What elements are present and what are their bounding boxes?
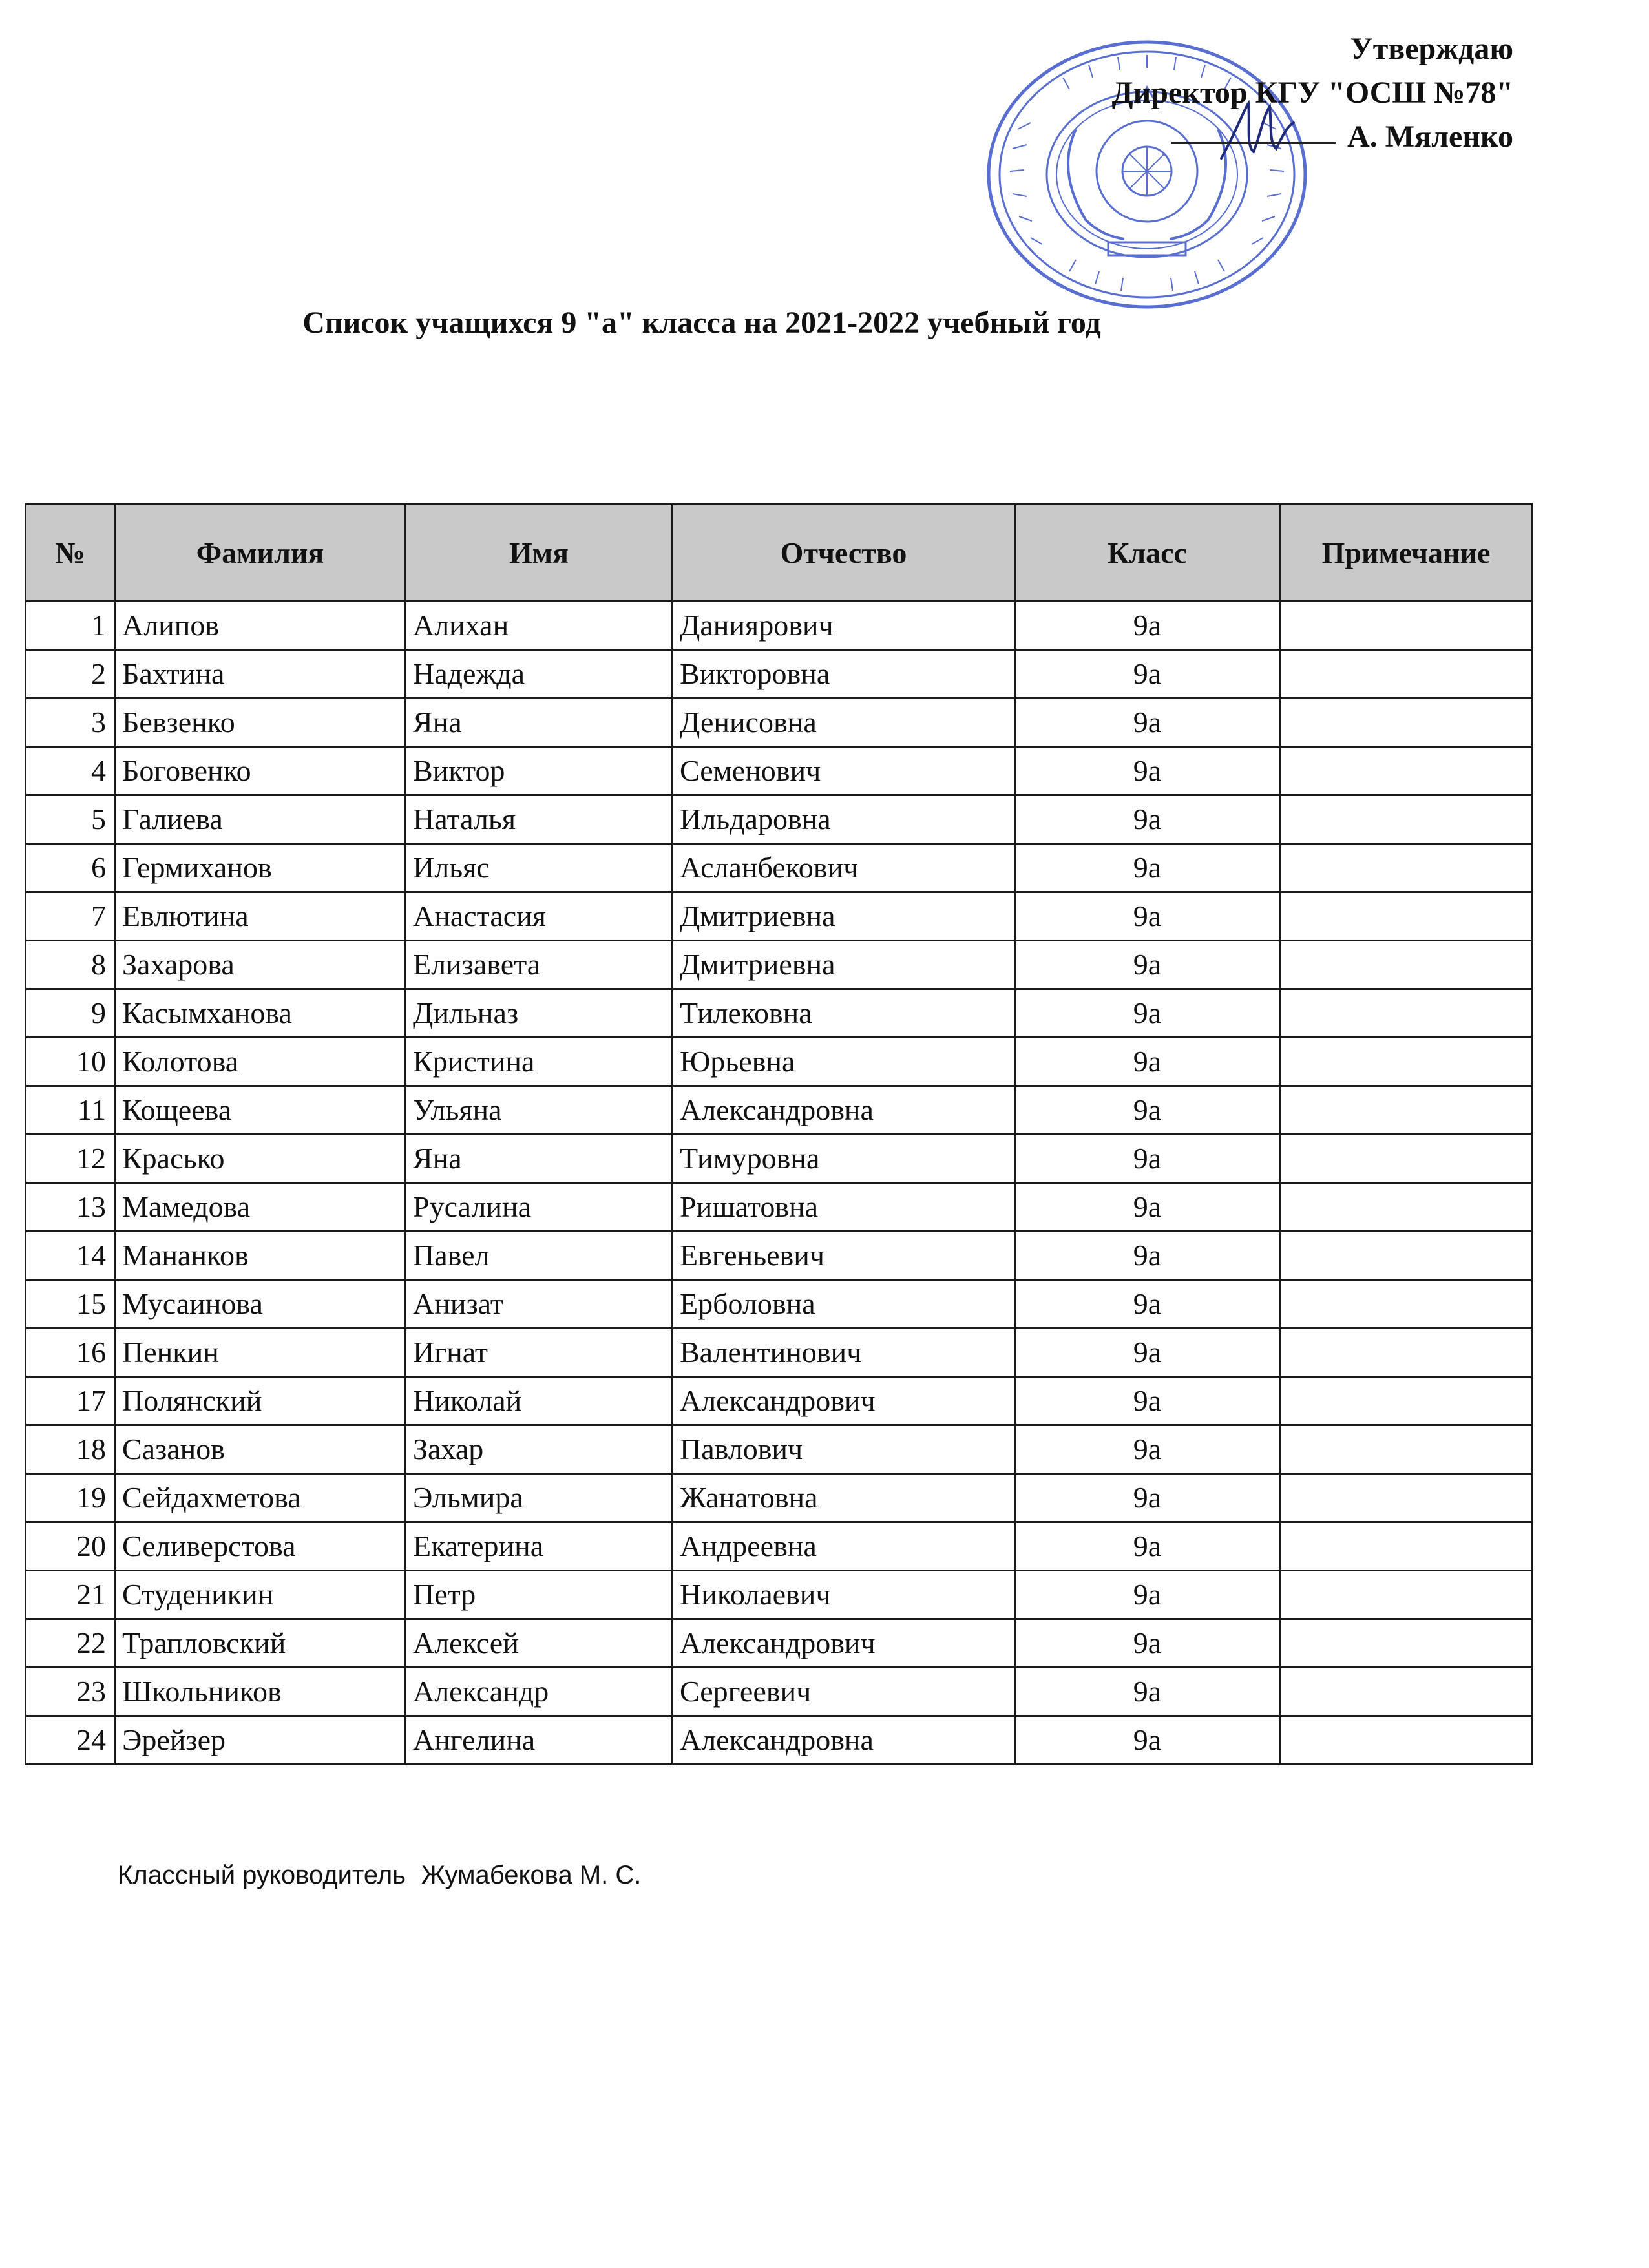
table-row [26, 650, 1533, 698]
cell-middle-name: Александрович [673, 1619, 1015, 1668]
cell-number: 10 [26, 1038, 115, 1086]
cell-class: 9а [1015, 1038, 1280, 1086]
cell-middle-name: Семенович [673, 747, 1015, 795]
table-row [26, 1232, 1533, 1280]
cell-class: 9а [1015, 1619, 1280, 1668]
cell-note [1280, 844, 1533, 892]
cell-last-name: Селиверстова [115, 1522, 406, 1571]
cell-number: 5 [26, 795, 115, 844]
cell-middle-name: Александрович [673, 1377, 1015, 1425]
cell-number: 7 [26, 892, 115, 941]
cell-note [1280, 1328, 1533, 1377]
cell-last-name: Гермиханов [115, 844, 406, 892]
table-row [26, 1183, 1533, 1232]
cell-number: 14 [26, 1232, 115, 1280]
cell-middle-name: Даниярович [673, 602, 1015, 650]
class-teacher-name: Жумабекова М. С. [421, 1861, 642, 1889]
students-table [25, 503, 1533, 1765]
column-header-last-name: Фамилия [115, 504, 406, 602]
table-body [26, 602, 1533, 1765]
cell-first-name: Ульяна [406, 1086, 673, 1135]
cell-first-name: Анастасия [406, 892, 673, 941]
cell-note [1280, 602, 1533, 650]
cell-note [1280, 1377, 1533, 1425]
cell-note [1280, 1619, 1533, 1668]
class-teacher-label: Классный руководитель [118, 1861, 406, 1889]
cell-last-name: Красько [115, 1135, 406, 1183]
cell-class: 9а [1015, 844, 1280, 892]
table-row [26, 1280, 1533, 1328]
table-row [26, 989, 1533, 1038]
cell-first-name: Ангелина [406, 1716, 673, 1765]
cell-class: 9а [1015, 1522, 1280, 1571]
cell-class: 9а [1015, 698, 1280, 747]
cell-last-name: Галиева [115, 795, 406, 844]
cell-middle-name: Николаевич [673, 1571, 1015, 1619]
cell-first-name: Дильназ [406, 989, 673, 1038]
cell-first-name: Алексей [406, 1619, 673, 1668]
cell-class: 9а [1015, 1716, 1280, 1765]
signature-line [1171, 142, 1336, 144]
table-row [26, 1522, 1533, 1571]
cell-middle-name: Дмитриевна [673, 941, 1015, 989]
cell-number: 21 [26, 1571, 115, 1619]
table-row [26, 602, 1533, 650]
table-row [26, 1086, 1533, 1135]
cell-note [1280, 1232, 1533, 1280]
cell-number: 15 [26, 1280, 115, 1328]
cell-last-name: Кощеева [115, 1086, 406, 1135]
cell-last-name: Мананков [115, 1232, 406, 1280]
cell-first-name: Эльмира [406, 1474, 673, 1522]
cell-middle-name: Ришатовна [673, 1183, 1015, 1232]
cell-class: 9а [1015, 795, 1280, 844]
cell-class: 9а [1015, 1425, 1280, 1474]
cell-first-name: Петр [406, 1571, 673, 1619]
cell-first-name: Анизат [406, 1280, 673, 1328]
cell-first-name: Наталья [406, 795, 673, 844]
cell-number: 11 [26, 1086, 115, 1135]
approval-signer-line [867, 115, 1513, 159]
cell-number: 12 [26, 1135, 115, 1183]
cell-class: 9а [1015, 892, 1280, 941]
cell-last-name: Эрейзер [115, 1716, 406, 1765]
cell-last-name: Сейдахметова [115, 1474, 406, 1522]
cell-number: 24 [26, 1716, 115, 1765]
cell-middle-name: Асланбекович [673, 844, 1015, 892]
table-row [26, 1135, 1533, 1183]
cell-last-name: Сазанов [115, 1425, 406, 1474]
cell-middle-name: Евгеньевич [673, 1232, 1015, 1280]
cell-note [1280, 1280, 1533, 1328]
cell-first-name: Захар [406, 1425, 673, 1474]
cell-first-name: Яна [406, 1135, 673, 1183]
cell-last-name: Мамедова [115, 1183, 406, 1232]
table-header-row [26, 504, 1533, 602]
cell-note [1280, 698, 1533, 747]
column-header-first-name: Имя [406, 504, 673, 602]
cell-last-name: Колотова [115, 1038, 406, 1086]
cell-number: 6 [26, 844, 115, 892]
cell-note [1280, 989, 1533, 1038]
cell-last-name: Студеникин [115, 1571, 406, 1619]
cell-note [1280, 747, 1533, 795]
cell-middle-name: Тимуровна [673, 1135, 1015, 1183]
table-row [26, 1038, 1533, 1086]
cell-first-name: Елизавета [406, 941, 673, 989]
table-row [26, 1716, 1533, 1765]
cell-number: 13 [26, 1183, 115, 1232]
table-row [26, 1668, 1533, 1716]
cell-note [1280, 1086, 1533, 1135]
approval-heading: Утверждаю [1350, 32, 1513, 66]
column-header-class: Класс [1015, 504, 1280, 602]
cell-last-name: Мусаинова [115, 1280, 406, 1328]
cell-note [1280, 941, 1533, 989]
table-row [26, 1571, 1533, 1619]
cell-note [1280, 1716, 1533, 1765]
cell-note [1280, 1038, 1533, 1086]
cell-first-name: Надежда [406, 650, 673, 698]
cell-middle-name: Александровна [673, 1086, 1015, 1135]
column-header-number: № [26, 504, 115, 602]
cell-middle-name: Жанатовна [673, 1474, 1015, 1522]
cell-first-name: Кристина [406, 1038, 673, 1086]
cell-middle-name: Валентинович [673, 1328, 1015, 1377]
cell-note [1280, 795, 1533, 844]
cell-first-name: Игнат [406, 1328, 673, 1377]
table-row [26, 1425, 1533, 1474]
cell-note [1280, 1425, 1533, 1474]
cell-last-name: Евлютина [115, 892, 406, 941]
table-row [26, 698, 1533, 747]
cell-number: 2 [26, 650, 115, 698]
table-row [26, 1474, 1533, 1522]
column-header-middle-name: Отчество [673, 504, 1015, 602]
cell-first-name: Екатерина [406, 1522, 673, 1571]
cell-class: 9а [1015, 1474, 1280, 1522]
table-row [26, 747, 1533, 795]
cell-number: 23 [26, 1668, 115, 1716]
cell-class: 9а [1015, 650, 1280, 698]
cell-number: 3 [26, 698, 115, 747]
cell-number: 22 [26, 1619, 115, 1668]
cell-first-name: Николай [406, 1377, 673, 1425]
cell-class: 9а [1015, 989, 1280, 1038]
table-row [26, 1377, 1533, 1425]
cell-note [1280, 650, 1533, 698]
cell-note [1280, 1135, 1533, 1183]
cell-middle-name: Денисовна [673, 698, 1015, 747]
document-title: Список учащихся 9 "а" класса на 2021-2022 учебный год [302, 306, 1101, 340]
approval-signer-name: А. Мяленко [1347, 120, 1513, 154]
cell-middle-name: Александровна [673, 1716, 1015, 1765]
table-row [26, 1328, 1533, 1377]
cell-last-name: Касымханова [115, 989, 406, 1038]
cell-class: 9а [1015, 1280, 1280, 1328]
cell-first-name: Александр [406, 1668, 673, 1716]
cell-class: 9а [1015, 1571, 1280, 1619]
approval-block [867, 27, 1513, 159]
cell-first-name: Виктор [406, 747, 673, 795]
approval-position: Директор КГУ "ОСШ №78" [1111, 76, 1513, 110]
cell-last-name: Боговенко [115, 747, 406, 795]
cell-number: 9 [26, 989, 115, 1038]
footer [118, 1861, 656, 1890]
cell-note [1280, 1522, 1533, 1571]
cell-middle-name: Ерболовна [673, 1280, 1015, 1328]
cell-last-name: Алипов [115, 602, 406, 650]
cell-last-name: Школьников [115, 1668, 406, 1716]
cell-middle-name: Андреевна [673, 1522, 1015, 1571]
cell-note [1280, 1571, 1533, 1619]
table-row [26, 1619, 1533, 1668]
cell-class: 9а [1015, 941, 1280, 989]
cell-number: 16 [26, 1328, 115, 1377]
cell-last-name: Бахтина [115, 650, 406, 698]
cell-first-name: Яна [406, 698, 673, 747]
cell-class: 9а [1015, 747, 1280, 795]
cell-middle-name: Дмитриевна [673, 892, 1015, 941]
cell-number: 20 [26, 1522, 115, 1571]
cell-last-name: Захарова [115, 941, 406, 989]
cell-class: 9а [1015, 1668, 1280, 1716]
cell-last-name: Пенкин [115, 1328, 406, 1377]
column-header-note: Примечание [1280, 504, 1533, 602]
cell-middle-name: Сергеевич [673, 1668, 1015, 1716]
cell-first-name: Ильяс [406, 844, 673, 892]
cell-number: 8 [26, 941, 115, 989]
cell-last-name: Полянский [115, 1377, 406, 1425]
cell-last-name: Трапловский [115, 1619, 406, 1668]
cell-note [1280, 1668, 1533, 1716]
cell-class: 9а [1015, 1232, 1280, 1280]
cell-class: 9а [1015, 1135, 1280, 1183]
cell-number: 18 [26, 1425, 115, 1474]
cell-class: 9а [1015, 1183, 1280, 1232]
cell-middle-name: Тилековна [673, 989, 1015, 1038]
cell-class: 9а [1015, 602, 1280, 650]
cell-first-name: Русалина [406, 1183, 673, 1232]
cell-middle-name: Юрьевна [673, 1038, 1015, 1086]
cell-class: 9а [1015, 1086, 1280, 1135]
table-row [26, 844, 1533, 892]
cell-note [1280, 1183, 1533, 1232]
cell-middle-name: Ильдаровна [673, 795, 1015, 844]
cell-last-name: Бевзенко [115, 698, 406, 747]
table-row [26, 795, 1533, 844]
cell-first-name: Павел [406, 1232, 673, 1280]
cell-number: 1 [26, 602, 115, 650]
cell-note [1280, 892, 1533, 941]
cell-number: 4 [26, 747, 115, 795]
cell-middle-name: Викторовна [673, 650, 1015, 698]
cell-number: 17 [26, 1377, 115, 1425]
cell-number: 19 [26, 1474, 115, 1522]
table-row [26, 892, 1533, 941]
cell-middle-name: Павлович [673, 1425, 1015, 1474]
cell-class: 9а [1015, 1377, 1280, 1425]
cell-class: 9а [1015, 1328, 1280, 1377]
table-row [26, 941, 1533, 989]
cell-note [1280, 1474, 1533, 1522]
cell-first-name: Алихан [406, 602, 673, 650]
